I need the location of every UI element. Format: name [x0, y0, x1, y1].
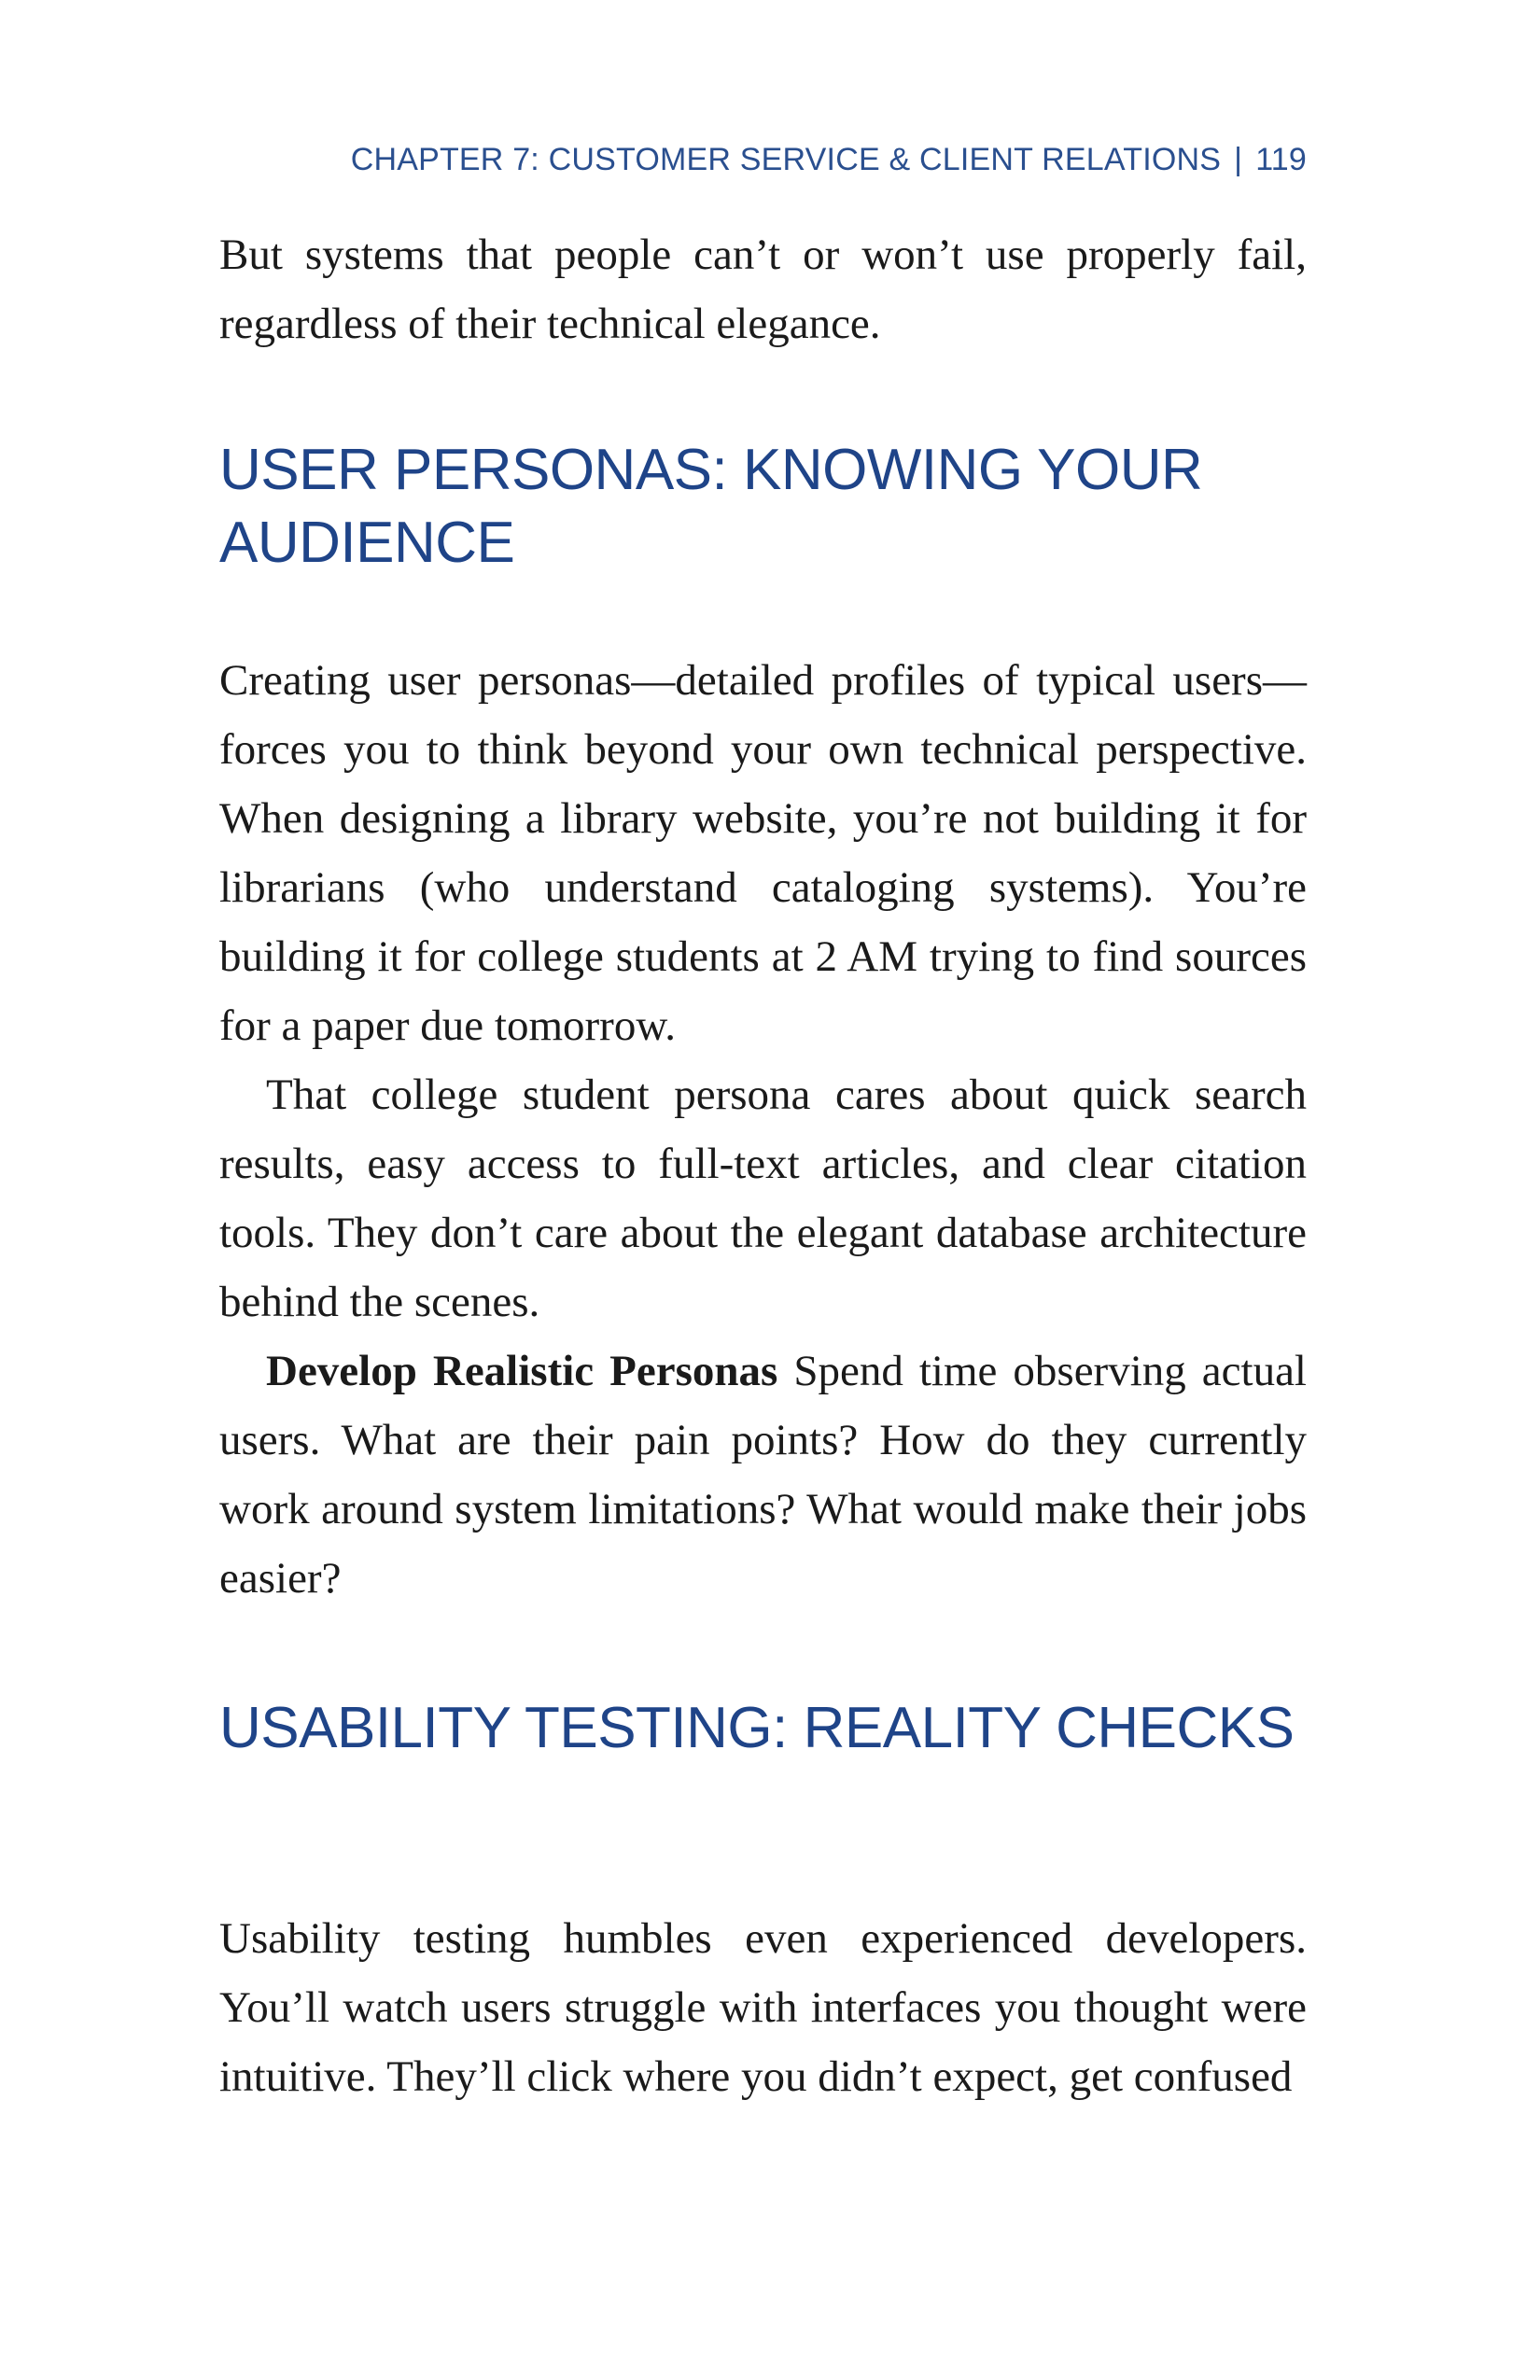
- header-separator: |: [1234, 142, 1243, 177]
- section-usability-testing-body: [219, 1904, 1307, 2111]
- run-in-heading: Develop Realistic Personas: [266, 1347, 778, 1395]
- running-header: [351, 142, 1307, 178]
- paragraph-usability-intro: Usability testing humbles even experienced developers. You’ll watch users struggle with interfaces you thought were intuitive. They’ll click where you didn’t expect, get confused: [219, 1914, 1307, 2101]
- paragraph-develop-personas-text: Spend time observing actual users. What are their pain points? How do they currently work around system limitations? What would make their jobs easier?: [219, 1347, 1307, 1603]
- paragraph-student-persona: That college student persona cares about quick search results, easy access to full-text articles, and clear citation tools. They don’t care about the elegant database architecture behind the scenes.: [219, 1071, 1307, 1326]
- page-number: 119: [1255, 142, 1307, 177]
- section-user-personas-heading-block: [219, 434, 1307, 580]
- paragraph-develop-personas: [219, 1337, 1307, 1613]
- paragraph-personas-intro: Creating user personas—detailed profiles of typical users—forces you to think beyond your own technical perspective. When designing a library website, you’re not building it for librarians (who understand cataloging systems). You’re building it for college students at 2 AM trying to find sources for a paper due tomorrow.: [219, 656, 1307, 1050]
- section-heading-user-personas: USER PERSONAS: KNOWING YOUR AUDIENCE: [219, 438, 1203, 575]
- intro-paragraph: But systems that people can’t or won’t use properly fail, regardless of their technical elegance.: [219, 231, 1307, 348]
- chapter-title: CHAPTER 7: CUSTOMER SERVICE & CLIENT RELATIONS: [350, 142, 1222, 177]
- section-usability-testing-heading-block: [219, 1692, 1307, 1765]
- section-heading-usability-testing: USABILITY TESTING: REALITY CHECKS: [219, 1696, 1295, 1760]
- section-user-personas-body: [219, 646, 1307, 1613]
- intro-block: [219, 220, 1307, 358]
